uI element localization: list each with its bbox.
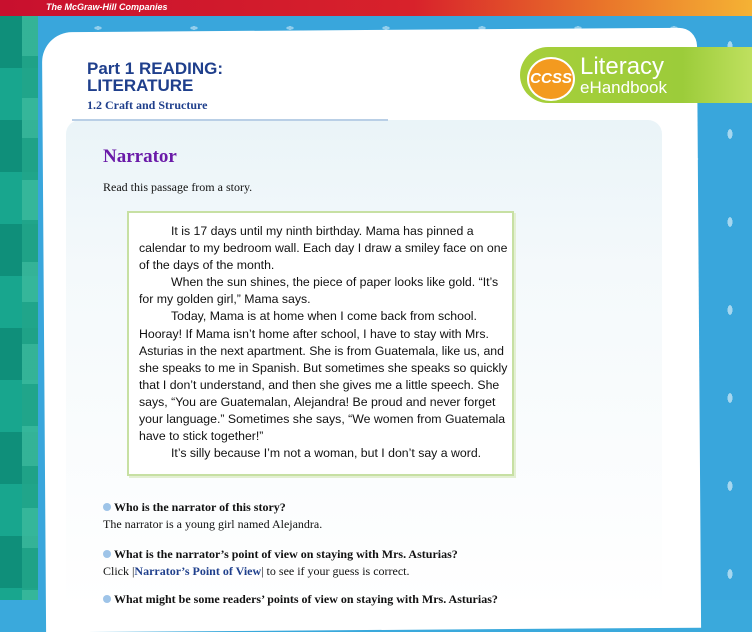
question-text: What is the narrator’s point of view on staying with Mrs. Asturias? [114,547,458,561]
passage-paragraph: It’s silly because I’m not a woman, but I don’t say a word. [171,446,482,461]
question-text: Who is the narrator of this story? [114,500,286,514]
answer-2 [103,564,410,579]
ccss-badge-icon: CCSS [527,57,575,101]
logo-text-literacy: Literacy [580,53,665,80]
bullet-icon [103,550,111,558]
question-1 [103,500,286,515]
answer-prefix: Click | [103,564,135,578]
top-banner [0,0,752,16]
bullet-icon [103,503,111,511]
publisher-logo: The McGraw-Hill Companies [46,2,168,12]
passage-paragraph: When the sun shines, the piece of paper looks like gold. “It’s for my golden girl,” Mama says. [139,275,499,307]
question-text: What might be some readers’ points of view on staying with Mrs. Asturias? [114,592,498,606]
header-divider [72,119,388,121]
question-2 [103,547,458,562]
passage-paragraph: Today, Mama is at home when I come back from school. Hooray! If Mama isn’t home after school, I have to stay with Mrs. Asturias in the next apartment. She is from Guatemala, like us, and she speaks to me in Spanish. But sometimes she speaks so quickly that I don’t understand, and then she gives me a little speech. She says, “You are Guatemalan, Alejandra! Be proud and never forget your language.” Sometimes she says, “We women from Guatemala have to stick together!” [139,309,508,444]
bullet-icon [103,595,111,603]
left-stripe-decoration-inner [22,16,38,600]
section-subtitle: 1.2 Craft and Structure [87,98,208,112]
part-title [87,60,223,94]
answer-1: The narrator is a young girl named Alejandra. [103,517,323,531]
story-passage [127,211,514,476]
intro-text: Read this passage from a story. [103,180,253,194]
answer-suffix: | to see if your guess is correct. [261,564,410,578]
passage-paragraph: It is 17 days until my ninth birthday. Mama has pinned a calendar to my bedroom wall. Each day I draw a smiley face on one of the days of the month. [139,224,508,273]
part-title-line2: LITERATURE [87,76,194,95]
narrator-point-of-view-link[interactable]: Narrator’s Point of View [134,564,262,578]
page-title: Narrator [103,146,177,167]
logo-text-ehandbook: eHandbook [580,78,667,97]
part-title-line1: Part 1 READING: [87,59,224,78]
